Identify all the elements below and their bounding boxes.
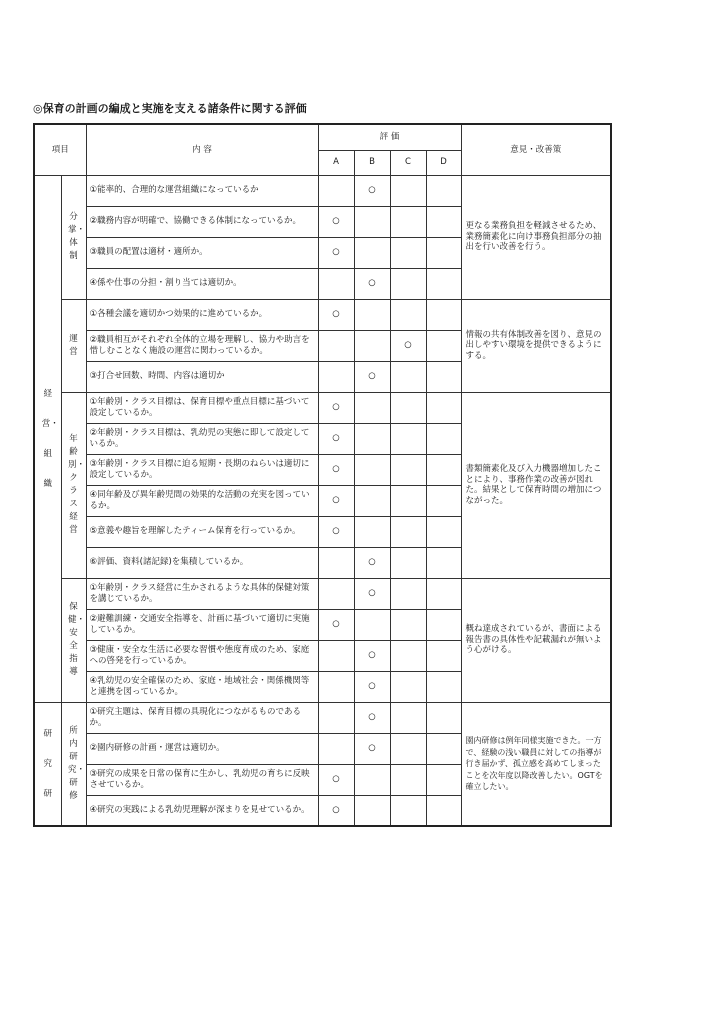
grade-cell-a xyxy=(318,702,354,733)
grade-cell-a xyxy=(318,237,354,268)
item-text: ①各種会議を適切かつ効果的に進めているか。 xyxy=(86,299,318,330)
circle-mark-icon: ○ xyxy=(332,495,340,506)
grade-cell-b xyxy=(354,671,390,702)
item-text: ③打合せ回数、時間、内容は適切か xyxy=(86,361,318,392)
grade-cell-a xyxy=(318,764,354,795)
table-row xyxy=(34,578,611,609)
grade-cell-d xyxy=(426,423,461,454)
group-label: 保健・安全指導 xyxy=(61,578,86,702)
grade-cell-b xyxy=(354,454,390,485)
grade-cell-b xyxy=(354,609,390,640)
grade-cell-b xyxy=(354,578,390,609)
grade-cell-d xyxy=(426,578,461,609)
grade-cell-c xyxy=(390,547,426,578)
grade-cell-d xyxy=(426,361,461,392)
circle-mark-icon: ○ xyxy=(404,340,412,351)
grade-cell-c xyxy=(390,609,426,640)
grade-cell-d xyxy=(426,392,461,423)
grade-cell-a xyxy=(318,392,354,423)
item-text: ⑥評価、資料(諸記録)を集積しているか。 xyxy=(86,547,318,578)
circle-mark-icon: ○ xyxy=(332,247,340,258)
grade-cell-c xyxy=(390,237,426,268)
circle-mark-icon: ○ xyxy=(368,278,376,289)
grade-cell-b xyxy=(354,299,390,330)
grade-cell-c xyxy=(390,392,426,423)
grade-cell-c xyxy=(390,330,426,361)
circle-mark-icon: ○ xyxy=(332,805,340,815)
item-text: ④同年齢及び異年齢児間の効果的な活動の充実を図っているか。 xyxy=(86,485,318,516)
grade-cell-a xyxy=(318,640,354,671)
item-text: ③研究の成果を日常の保育に生かし、乳幼児の育ちに反映させているか。 xyxy=(86,764,318,795)
circle-mark-icon: ○ xyxy=(368,371,376,382)
circle-mark-icon: ○ xyxy=(332,402,340,413)
grade-cell-a xyxy=(318,609,354,640)
grade-cell-d xyxy=(426,547,461,578)
grade-cell-c xyxy=(390,578,426,609)
item-text: ②避難訓練・交通安全指導を、計画に基づいて適切に実施しているか。 xyxy=(86,609,318,640)
header-grade-b: B xyxy=(354,150,390,175)
grade-cell-a xyxy=(318,330,354,361)
table-row xyxy=(34,392,611,423)
grade-cell-a xyxy=(318,175,354,206)
grade-cell-a xyxy=(318,206,354,237)
grade-cell-b xyxy=(354,392,390,423)
table-body xyxy=(34,175,611,826)
circle-mark-icon: ○ xyxy=(368,712,376,723)
grade-cell-d xyxy=(426,268,461,299)
table-row xyxy=(34,702,611,733)
grade-cell-a xyxy=(318,516,354,547)
grade-cell-d xyxy=(426,733,461,764)
circle-mark-icon: ○ xyxy=(332,774,340,785)
item-text: ①年齢別・クラス目標は、保育目標や重点目標に基づいて設定しているか。 xyxy=(86,392,318,423)
grade-cell-c xyxy=(390,516,426,547)
grade-cell-c xyxy=(390,299,426,330)
grade-cell-c xyxy=(390,764,426,795)
grade-cell-b xyxy=(354,268,390,299)
grade-cell-d xyxy=(426,330,461,361)
grade-cell-c xyxy=(390,640,426,671)
grade-cell-b xyxy=(354,237,390,268)
grade-cell-a xyxy=(318,485,354,516)
item-text: ④乳幼児の安全確保のため、家庭・地域社会・関係機関等と連携を図っているか。 xyxy=(86,671,318,702)
circle-mark-icon: ○ xyxy=(368,650,376,661)
grade-cell-b xyxy=(354,640,390,671)
grade-cell-d xyxy=(426,795,461,826)
group-label: 年齢別・クラス経営 xyxy=(61,392,86,578)
grade-cell-c xyxy=(390,454,426,485)
item-text: ④研究の実践による乳幼児理解が深まりを見せているか。 xyxy=(86,795,318,826)
grade-cell-a xyxy=(318,671,354,702)
item-text: ③職員の配置は適材・適所か。 xyxy=(86,237,318,268)
header-item: 項目 xyxy=(34,124,86,175)
grade-cell-b xyxy=(354,485,390,516)
item-text: ②職務内容が明確で、協働できる体制になっているか。 xyxy=(86,206,318,237)
circle-mark-icon: ○ xyxy=(332,526,340,537)
item-text: ⑤意義や趣旨を理解したティーム保育を行っているか。 xyxy=(86,516,318,547)
header-content: 内 容 xyxy=(86,124,318,175)
grade-cell-d xyxy=(426,485,461,516)
evaluation-table xyxy=(33,123,612,827)
header-grade-c: C xyxy=(390,150,426,175)
grade-cell-c xyxy=(390,485,426,516)
grade-cell-b xyxy=(354,175,390,206)
group-label: 所内研究・研修 xyxy=(61,702,86,826)
grade-cell-b xyxy=(354,795,390,826)
grade-cell-d xyxy=(426,516,461,547)
grade-cell-b xyxy=(354,330,390,361)
grade-cell-a xyxy=(318,299,354,330)
grade-cell-c xyxy=(390,702,426,733)
grade-cell-c xyxy=(390,175,426,206)
grade-cell-d xyxy=(426,454,461,485)
group-comment: 概ね達成されているが、書面による報告書の具体性や記載漏れが無いよう心がける。 xyxy=(461,578,611,702)
grade-cell-a xyxy=(318,547,354,578)
grade-cell-a xyxy=(318,733,354,764)
table-row xyxy=(34,299,611,330)
grade-cell-d xyxy=(426,206,461,237)
grade-cell-b xyxy=(354,206,390,237)
grade-cell-a xyxy=(318,795,354,826)
grade-cell-d xyxy=(426,175,461,206)
circle-mark-icon: ○ xyxy=(332,433,340,444)
circle-mark-icon: ○ xyxy=(332,216,340,227)
circle-mark-icon: ○ xyxy=(332,464,340,475)
grade-cell-d xyxy=(426,237,461,268)
grade-cell-c xyxy=(390,423,426,454)
item-text: ③健康・安全な生活に必要な習慣や態度育成のため、家庭への啓発を行っているか。 xyxy=(86,640,318,671)
circle-mark-icon: ○ xyxy=(332,309,340,320)
header-evaluation: 評 価 xyxy=(318,124,461,150)
circle-mark-icon: ○ xyxy=(368,185,376,196)
grade-cell-d xyxy=(426,640,461,671)
circle-mark-icon: ○ xyxy=(368,743,376,754)
group-comment: 更なる業務負担を軽減させるため、業務簡素化に向け事務負担部分の抽出を行い改善を行う。 xyxy=(461,175,611,299)
item-text: ①年齢別・クラス経営に生かされるような具体的保健対策を講じているか。 xyxy=(86,578,318,609)
grade-cell-d xyxy=(426,764,461,795)
group-comment: 書類簡素化及び入力機器増加したことにより、事務作業の改善が図れた。結果として保育時間の増加につながった。 xyxy=(461,392,611,578)
section-label: 研究研 xyxy=(34,702,61,826)
document-title: ◎保育の計画の編成と実施を支える諸条件に関する評価 xyxy=(33,102,307,115)
item-text: ③年齢別・クラス目標に迫る短期・長期のねらいは適切に設定しているか。 xyxy=(86,454,318,485)
grade-cell-c xyxy=(390,268,426,299)
section-label: 経営・組織 xyxy=(34,175,61,702)
grade-cell-b xyxy=(354,423,390,454)
grade-cell-b xyxy=(354,764,390,795)
circle-mark-icon: ○ xyxy=(368,557,376,568)
grade-cell-b xyxy=(354,547,390,578)
table-row xyxy=(34,175,611,206)
group-label: 運営 xyxy=(61,299,86,392)
grade-cell-c xyxy=(390,206,426,237)
group-comment: 園内研修は例年同様実施できた。一方で、経験の浅い職員に対しての指導が行き届かず、孤立感を高めてしまったことを次年度以降改善したい。OGTを確立したい。 xyxy=(461,702,611,826)
header-grade-a: A xyxy=(318,150,354,175)
grade-cell-d xyxy=(426,299,461,330)
grade-cell-c xyxy=(390,733,426,764)
grade-cell-b xyxy=(354,702,390,733)
grade-cell-c xyxy=(390,671,426,702)
group-comment: 情報の共有体制改善を図り、意見の出しやすい環境を提供できるようにする。 xyxy=(461,299,611,392)
item-text: ②年齢別・クラス目標は、乳幼児の実態に即して設定しているか。 xyxy=(86,423,318,454)
grade-cell-c xyxy=(390,361,426,392)
grade-cell-d xyxy=(426,671,461,702)
grade-cell-d xyxy=(426,609,461,640)
grade-cell-b xyxy=(354,361,390,392)
circle-mark-icon: ○ xyxy=(332,619,340,630)
group-label: 分掌・体制 xyxy=(61,175,86,299)
grade-cell-b xyxy=(354,733,390,764)
item-text: ①研究主題は、保育目標の具現化につながるものであるか。 xyxy=(86,702,318,733)
item-text: ②園内研修の計画・運営は適切か。 xyxy=(86,733,318,764)
grade-cell-d xyxy=(426,702,461,733)
header-comment: 意見・改善策 xyxy=(461,124,611,175)
circle-mark-icon: ○ xyxy=(368,588,376,599)
header-grade-d: D xyxy=(426,150,461,175)
grade-cell-a xyxy=(318,454,354,485)
item-text: ①能率的、合理的な運営組織になっているか xyxy=(86,175,318,206)
circle-mark-icon: ○ xyxy=(368,681,376,692)
grade-cell-b xyxy=(354,516,390,547)
grade-cell-a xyxy=(318,268,354,299)
grade-cell-a xyxy=(318,578,354,609)
grade-cell-c xyxy=(390,795,426,826)
item-text: ④係や仕事の分担・割り当ては適切か。 xyxy=(86,268,318,299)
item-text: ②職員相互がそれぞれ全体的立場を理解し、協力や助言を惜しむことなく施設の運営に関わっているか。 xyxy=(86,330,318,361)
grade-cell-a xyxy=(318,423,354,454)
grade-cell-a xyxy=(318,361,354,392)
